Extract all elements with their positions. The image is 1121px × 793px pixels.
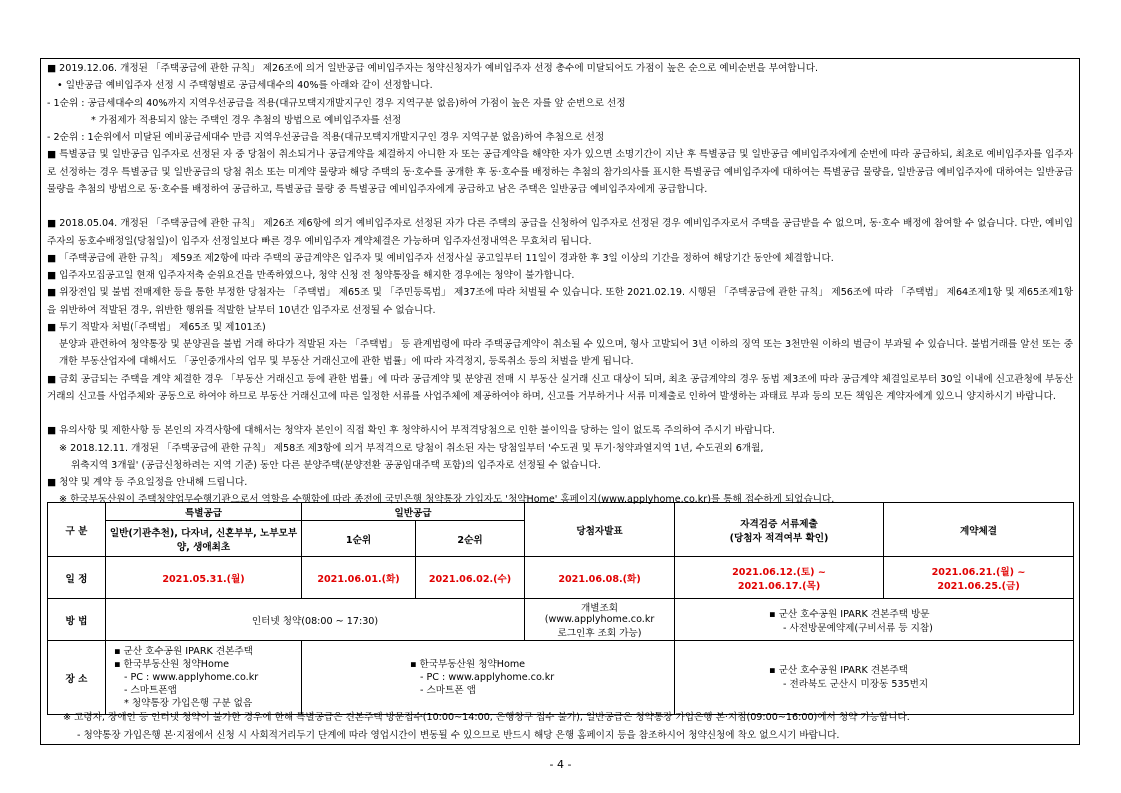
- row-label-place: 장 소: [48, 641, 106, 715]
- notice-line: 위축지역 3개월' (공급신청하려는 지역 기준) 동안 다른 분양주택(분양전환 공공임대주택 포함)의 입주자로 선정될 수 없습니다.: [71, 459, 601, 471]
- place-general-line: - PC : www.applyhome.co.kr: [420, 672, 555, 683]
- header-announce: 당첨자발표: [525, 503, 675, 557]
- notice-line: ■ 유의사항 및 제한사항 등 본인의 자격사항에 대해서는 청약자 본인이 직접 확인 후 청약하시어 부적격당첨으로 인한 불이익을 당하는 일이 없도록 주의하여 주시기 바랍니다.: [47, 425, 775, 437]
- notice-line: ■ 투기 적발자 처벌(「주택법」 제65조 및 제101조): [47, 321, 266, 333]
- header-rank2: 2순위: [416, 521, 525, 557]
- date-announce: 2021.06.08.(화): [525, 557, 675, 599]
- notice-line: • 일반공급 예비입주자 선정 시 주택형별로 공급세대수의 40%를 아래와 같이 선정합니다.: [57, 80, 433, 92]
- header-rank1: 1순위: [302, 521, 416, 557]
- notice-line: - 1순위 : 공급세대수의 40%까지 지역우선공급을 적용(대규모택지개발지구인 경우 지역구분 없음)하여 가점이 높은 자를 앞 순번으로 선정: [47, 97, 626, 109]
- date-contract-start: 2021.06.21.(월) ~: [931, 566, 1026, 578]
- header-docs-sub: (당첨자 적격여부 확인): [729, 532, 829, 544]
- notice-body: [41, 59, 1079, 509]
- notice-paragraph: ■ 2018.05.04. 개정된 「주택공급에 관한 규칙」 제26조 제6항에 의거 예비입주자로 선정된 자가 다른 주택의 공급을 신청하여 입주자로 선정된 경우 예비입주자로서 주택을 공급받을 수 없으며, 동·호수 배정에 참여할 수 없습니다. 다만, 예비입주자의 동호수배정일(당첨일)이 입주자 선정일보다 빠른 경우 예비입주자 계약체결은 가능하며 입주자선정내역은 무효처리 됩니다.: [47, 218, 1073, 247]
- footnote-line: - 청약통장 가입은행 본·지점에서 신청 시 사회적거리두기 단계에 따라 영업시간이 변동될 수 있으므로 반드시 해당 은행 홈페이지 등을 참조하시어 청약신청에 착오 없으시기 바랍니다.: [77, 730, 840, 741]
- header-gubun: 구 분: [48, 503, 106, 557]
- method-announce-line: 로그인후 조회 가능): [557, 628, 642, 639]
- notice-line: ※ 2018.12.11. 개정된 「주택공급에 관한 규칙」 제58조 제3항에 의거 부적격으로 당첨이 취소된 자는 당첨일부터 '수도권 및 투기·청약과열지역 1년, 수도권외 6개월,: [59, 442, 764, 454]
- header-contract: 계약체결: [884, 503, 1074, 557]
- date-docs-start: 2021.06.12.(토) ~: [732, 566, 826, 578]
- method-announce-line: 개별조회: [580, 603, 619, 614]
- header-special: 특별공급: [106, 503, 302, 521]
- place-special-line: ▪ 한국부동산원 청약Home: [114, 659, 230, 670]
- header-docs: [675, 503, 884, 557]
- place-general-line: ▪ 한국부동산원 청약Home: [410, 659, 526, 670]
- place-docs: [675, 641, 1074, 715]
- row-label-date: 일 정: [48, 557, 106, 599]
- header-general: 일반공급: [302, 503, 525, 521]
- date-rank1: 2021.06.01.(화): [302, 557, 416, 599]
- notice-line: - 2순위 : 1순위에서 미달된 예비공급세대수 만큼 지역우선공급을 적용(대규모택지개발지구인 경우 지역구분 없음)하여 추첨으로 선정: [47, 132, 605, 143]
- notice-line: ■ 청약 및 계약 등 주요일정을 안내해 드립니다.: [47, 477, 248, 488]
- place-special-line: ▪ 군산 호수공원 IPARK 견본주택: [114, 646, 253, 657]
- notice-line: ■ 입주자모집공고일 현재 입주자저축 순위요건을 만족하였으나, 청약 신청 전 청약통장을 해지한 경우에는 청약이 불가합니다.: [47, 270, 575, 281]
- method-announce-line: (www.applyhome.co.kr: [544, 614, 655, 625]
- date-docs-end: 2021.06.17.(목): [737, 580, 821, 592]
- notice-line: * 가점제가 적용되지 않는 주택인 경우 추첨의 방법으로 예비입주자를 선정: [91, 114, 402, 126]
- header-special-sub: 일반(기관추천), 다자녀, 신혼부부, 노부모부양, 생애최초: [106, 521, 302, 557]
- date-rank2: 2021.06.02.(수): [416, 557, 525, 599]
- footnotes: [47, 709, 1073, 745]
- page-number: - 4 -: [549, 758, 572, 771]
- method-docs: [675, 599, 1074, 641]
- date-contract: [884, 557, 1074, 599]
- place-docs-line: ▪ 군산 호수공원 IPARK 견본주택: [769, 664, 908, 676]
- schedule-table: [47, 502, 1074, 715]
- place-docs-line: - 전라북도 군산시 미장동 535번지: [783, 678, 929, 690]
- method-docs-line: - 사전방문예약제(구비서류 등 지참): [783, 622, 933, 634]
- notice-line: ■ 2019.12.06. 개정된 「주택공급에 관한 규칙」 제26조에 의거 일반공급 예비입주자는 청약신청자가 예비입주자 선정 총수에 미달되어도 가점이 높은 순으로 예비순번을 부여합니다.: [47, 63, 819, 74]
- place-special: [106, 641, 302, 715]
- notice-paragraph: ■ 위장전입 및 불법 전매제한 등을 통한 부정한 당첨자는 「주택법」 제65조 및 「주민등록법」 제37조에 따라 처벌될 수 있습니다. 또한 2021.02.19. 시행된 「주택공급에 관한 규칙」 제56조에 따라 「주택법」 제64조제1항 및 제65조제1항을 위반하여 적발된 경우, 위반한 행위를 적발한 날부터 10년간 입주자로 선정될 수 없습니다.: [47, 287, 1073, 316]
- place-special-line: - 스마트폰앱: [124, 685, 177, 696]
- place-general-line: - 스마트폰 앱: [420, 685, 476, 696]
- footnote-line: ※ 고령자, 장애인 등 인터넷 청약이 불가한 경우에 한해 특별공급은 견본주택 방문접수(10:00~14:00, 은행창구 접수 불가), 일반공급은 청약통장 가입은행 본·지점(09:00~16:00)에서 청약 가능합니다.: [63, 712, 910, 723]
- header-docs-title: 자격검증 서류제출: [740, 518, 818, 530]
- notice-paragraph: ■ 금회 공급되는 주택을 계약 체결한 경우 「부동산 거래신고 등에 관한 법률」에 따라 공급계약 및 분양권 전매 시 부동산 실거래 신고 대상이 되며, 최초 공급계약의 경우 동법 제3조에 따라 공급계약 체결일로부터 30일 이내에 신고관청에 부동산거래의 신고를 사업주체와 공동으로 하여야 하므로 부동산 거래신고에 따른 일정한 서류를 사업주체에 제공하여야 하며, 신고를 거부하거나 서류 미제출로 인하여 발생하는 과태료 부과 등의 모든 책임은 계약자에게 있으니 양지하시기 바랍니다.: [47, 373, 1073, 402]
- method-announce: [525, 599, 675, 641]
- date-contract-end: 2021.06.25.(금): [937, 580, 1020, 592]
- date-docs: [675, 557, 884, 599]
- place-general: [302, 641, 675, 715]
- notice-line: ※ 한국부동산원이 주택청약업무수행기관으로서 역할을 수행함에 따라 종전에 국민은행 청약통장 가입자도 '청약Home' 홈페이지(www.applyhome.co.kr)를 통해 접수하게 되었습니다.: [59, 494, 835, 506]
- place-special-line: * 청약통장 가입은행 구분 없음: [124, 698, 253, 709]
- notice-paragraph: 분양과 관련하여 청약통장 및 분양권을 불법 거래 하다가 적발된 자는 「주택법」 등 관계법령에 따라 주택공급계약이 취소될 수 있으며, 형사 고발되어 3년 이하의 징역 또는 3천만원 이하의 벌금이 부과될 수 있습니다. 불법거래를 알선 또는 중개한 부동산업자에 대해서도 「공인중개사의 업무 및 부동산 거래신고에 관한 법률」에 따라 자격정지, 등록취소 등의 처벌을 받게 됩니다.: [59, 339, 1073, 368]
- notice-frame: [40, 58, 1080, 745]
- row-label-method: 방 법: [48, 599, 106, 641]
- method-online: 인터넷 청약(08:00 ~ 17:30): [106, 599, 525, 641]
- place-special-line: - PC : www.applyhome.co.kr: [124, 672, 259, 683]
- notice-paragraph: ■ 특별공급 및 일반공급 입주자로 선정된 자 중 당첨이 취소되거나 공급계약을 체결하지 아니한 자 또는 공급계약을 해약한 자가 있으면 소명기간이 지난 후 특별공급 및 일반공급 예비입주자에게 순번에 따라 공급하되, 최초로 예비입주자를 입주자로 선정하는 경우 특별공급 및 일반공급의 당첨 취소 또는 미계약 물량과 해당 주택의 동·호수를 공개한 후 동·호수를 배정하는 추첨의 참가의사를 표시한 특별공급 예비입주자에 대하여는 특별공급 물량을, 일반공급 예비입주자에 대하여는 일반공급 물량을 추첨의 방법으로 동·호수를 배정하여 공급하고, 특별공급 물량 중 특별공급 예비입주자에게 공급하고 남은 주택은 일반공급 예비입주자에게 공급합니다.: [47, 149, 1073, 195]
- notice-line: ■ 「주택공급에 관한 규칙」 제59조 제2항에 따라 주택의 공급계약은 입주자 및 예비입주자 선정사실 공고일부터 11일이 경과한 후 3일 이상의 기간을 정하여 해당기간 동안에 체결합니다.: [47, 252, 834, 264]
- date-special: 2021.05.31.(월): [106, 557, 302, 599]
- method-docs-line: ▪ 군산 호수공원 IPARK 견본주택 방문: [769, 608, 930, 620]
